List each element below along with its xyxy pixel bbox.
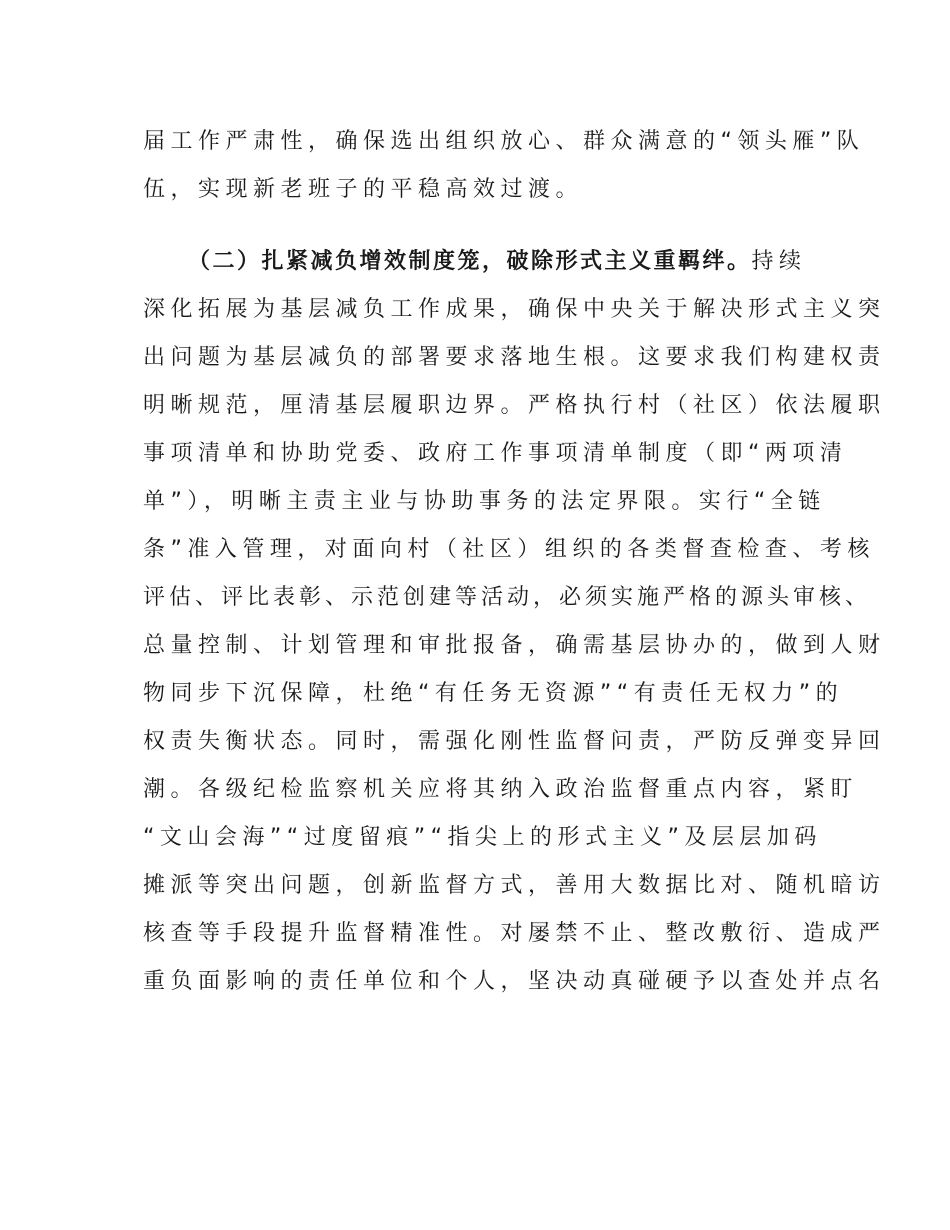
text-line: 物同步下沉保障，杜绝“有任务无资源”“有责任无权力”的 [143,681,844,706]
text-line: 明晰规范，厘清基层履职边界。严格执行村（社区）依法履职 [143,393,886,418]
text-line: 出问题为基层减负的部署要求落地生根。这要求我们构建权责 [143,345,886,370]
section-heading-line [188,242,807,282]
text-line: 条”准入管理，对面向村（社区）组织的各类督查检查、考核 [143,537,875,562]
text-line: 权责失衡状态。同时，需强化刚性监督问责，严防反弹变异回 [143,729,886,754]
text-line: 重负面影响的责任单位和个人，坚决动真碰硬予以查处并点名 [143,969,886,994]
section-heading: （二）扎紧减负增效制度笼，破除形式主义重羁绊。 [188,249,752,274]
text-line: 核查等手段提升监督精准性。对屡禁不止、整改敷衍、造成严 [143,921,886,946]
text-line: 潮。各级纪检监察机关应将其纳入政治监督重点内容，紧盯 [143,777,859,802]
text-line: “文山会海”“过度留痕”“指尖上的形式主义”及层层加码 [143,825,822,850]
text-line: 评估、评比表彰、示范创建等活动，必须实施严格的源头审核、 [143,585,872,610]
heading-continuation: 持续 [751,249,807,274]
text-line: 届工作严肃性，确保选出组织放心、群众满意的“领头雁”队 [143,129,865,154]
text-line: 事项清单和协助党委、政府工作事项清单制度（即“两项清 [143,441,848,466]
text-line: 伍，实现新老班子的平稳高效过渡。 [143,177,584,202]
text-line: 总量控制、计划管理和审批报备，确需基层协办的，做到人财 [143,633,886,658]
text-line: 摊派等突出问题，创新监督方式，善用大数据比对、随机暗访 [143,873,886,898]
text-line: 单”），明晰主责主业与协助事务的法定界限。实行“全链 [143,489,826,514]
text-line: 深化拓展为基层减负工作成果，确保中央关于解决形式主义突 [143,297,886,322]
